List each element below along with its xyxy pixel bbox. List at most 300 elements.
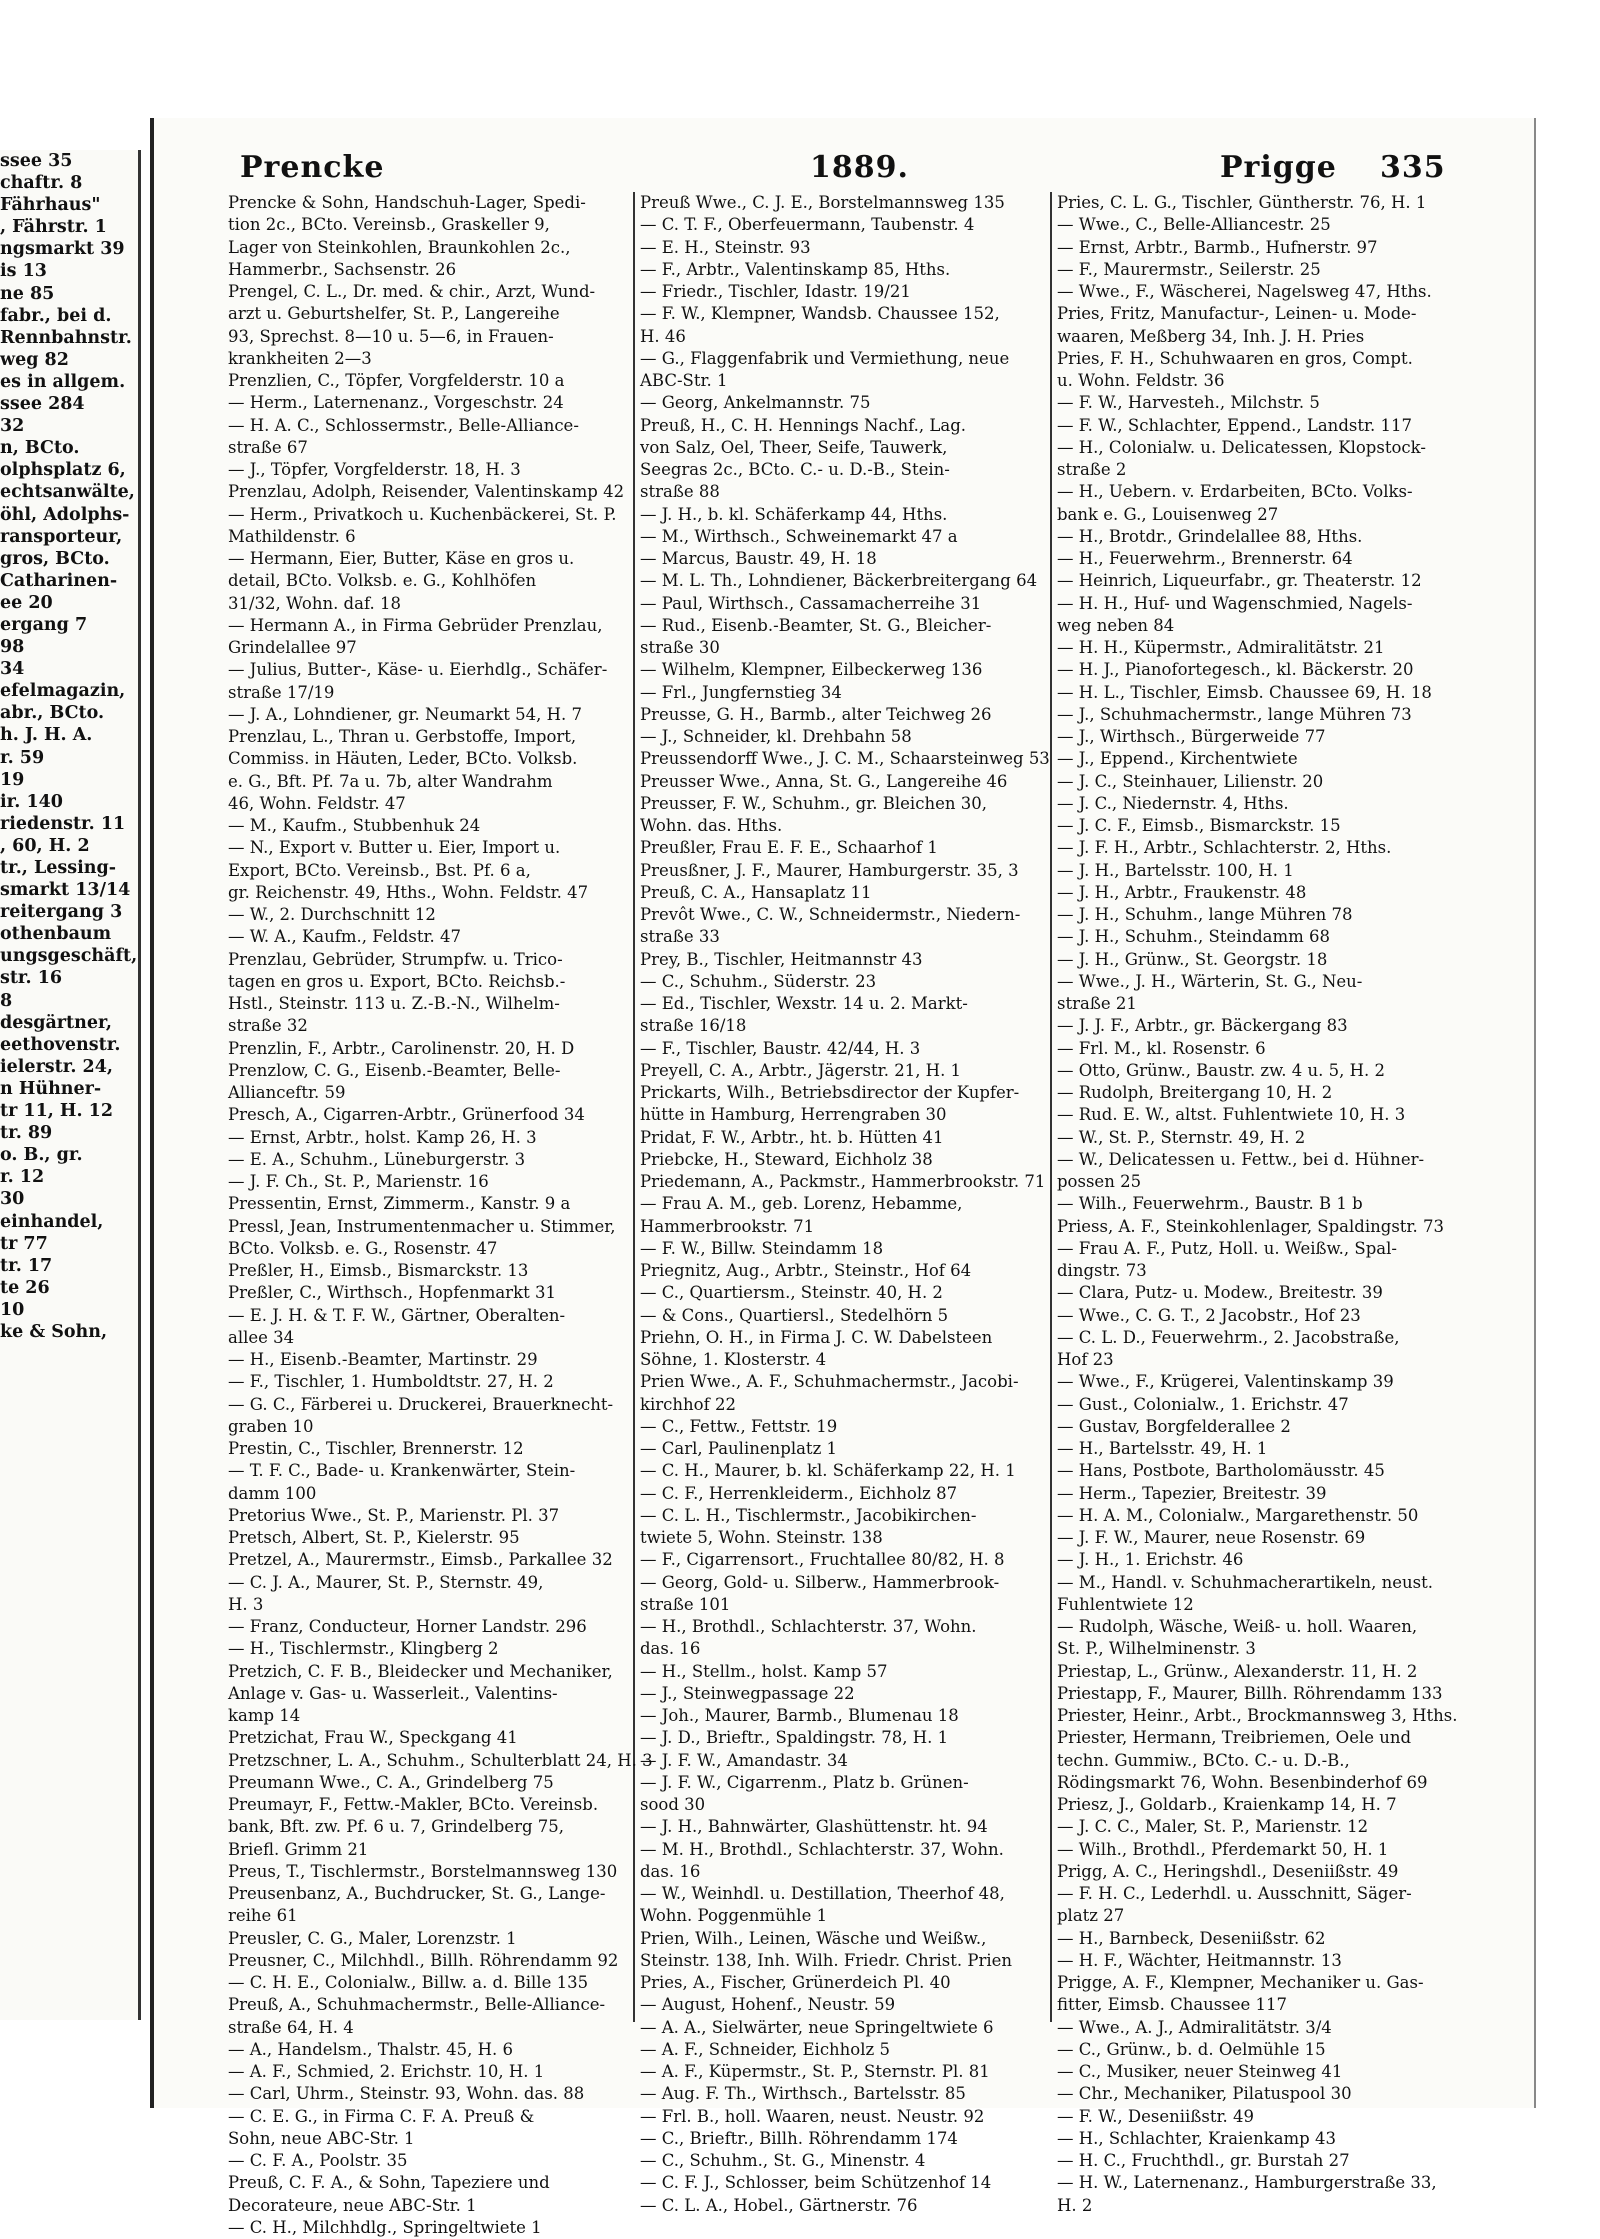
directory-entry-line: bank, Bft. zw. Pf. 6 u. 7, Grindelberg 75, xyxy=(228,1817,565,1837)
directory-entry-line: damm 100 xyxy=(228,1483,317,1503)
directory-entry-line: — A. A., Sielwärter, neue Springeltwiete 6 xyxy=(640,2017,994,2037)
directory-entry-line: — Gust., Colonialw., 1. Erichstr. 47 xyxy=(1057,1394,1349,1414)
directory-entry-line: Hammerbr., Sachsenstr. 26 xyxy=(228,259,457,279)
directory-entry-line: — Wwe., J. H., Wärterin, St. G., Neu- xyxy=(1057,971,1363,991)
header-year: 1889. xyxy=(810,150,909,185)
directory-entry-line: — E. J. H. & T. F. W., Gärtner, Oberalten- xyxy=(228,1305,566,1325)
directory-entry-line: — J. C., Steinhauer, Lilienstr. 20 xyxy=(1057,771,1324,791)
margin-text-fragment: chaftr. 8 xyxy=(0,173,83,194)
directory-entry-line: 31/32, Wohn. daf. 18 xyxy=(228,593,401,613)
directory-entry-line: — F., Tischler, Baustr. 42/44, H. 3 xyxy=(640,1038,921,1058)
margin-text-fragment: othenbaum xyxy=(0,924,112,945)
margin-text-fragment: olphsplatz 6, xyxy=(0,460,126,481)
directory-entry-line: — C., Grünw., b. d. Oelmühle 15 xyxy=(1057,2039,1326,2059)
directory-entry-line: — Hermann, Eier, Butter, Käse en gros u. xyxy=(228,549,575,568)
directory-entry-line: — C. L. D., Feuerwehrm., 2. Jacobstraße, xyxy=(1057,1327,1400,1347)
margin-text-fragment: ransporteur, xyxy=(0,526,123,547)
directory-entry-line: Preussendorff Wwe., J. C. M., Schaarsteinweg 53 xyxy=(640,749,1050,769)
directory-entry-line: Preuß, C. F. A., & Sohn, Tapeziere und xyxy=(228,2173,550,2193)
directory-entry-line: — W., Weinhdl. u. Destillation, Theerhof 48, xyxy=(640,1884,1005,1903)
directory-entry-line: — Wwe., A. J., Admiralitätstr. 3/4 xyxy=(1057,2017,1332,2037)
directory-entry-line: — C., Quartiersm., Steinstr. 40, H. 2 xyxy=(640,1283,943,1303)
directory-entry-line: Priegnitz, Aug., Arbtr., Steinstr., Hof 64 xyxy=(640,1261,972,1280)
directory-entry-line: — F., Arbtr., Valentinskamp 85, Hths. xyxy=(640,259,951,279)
directory-entry-line: — F. W., Schlachter, Eppend., Landstr. 117 xyxy=(1057,415,1413,435)
directory-entry-line: 46, Wohn. Feldstr. 47 xyxy=(228,793,406,813)
directory-entry-line: Preumann Wwe., C. A., Grindelberg 75 xyxy=(228,1772,554,1792)
directory-entry-line: — H. W., Laternenanz., Hamburgerstraße 33, xyxy=(1057,2173,1437,2193)
directory-entry-line: Hof 23 xyxy=(1057,1350,1114,1369)
directory-entry-line: — J. F. W., Maurer, neue Rosenstr. 69 xyxy=(1057,1528,1366,1547)
directory-entry-line: krankheiten 2—3 xyxy=(228,348,372,368)
directory-entry-line: — Joh., Maurer, Barmb., Blumenau 18 xyxy=(640,1706,959,1725)
directory-entry-line: — J. J. F., Arbtr., gr. Bäckergang 83 xyxy=(1057,1016,1348,1036)
margin-text-fragment: Catharinen- xyxy=(0,570,118,591)
directory-entry-line: — J. C. F., Eimsb., Bismarckstr. 15 xyxy=(1057,816,1341,835)
directory-entry-line: Export, BCto. Vereinsb., Bst. Pf. 6 a, xyxy=(228,860,531,880)
directory-entry-line: — F., Tischler, 1. Humboldtstr. 27, H. 2 xyxy=(228,1372,554,1392)
directory-entry-line: straße 101 xyxy=(640,1594,731,1614)
directory-entry-line: sood 30 xyxy=(640,1795,706,1814)
directory-entry-line: straße 64, H. 4 xyxy=(228,2017,354,2037)
directory-entry-line: Prenzlau, Adolph, Reisender, Valentinskamp 42 xyxy=(228,482,625,502)
header-left-catchword: Prencke xyxy=(240,150,385,185)
directory-entry-line: Preuß, C. A., Hansaplatz 11 xyxy=(640,882,872,902)
directory-entry-line: Preßler, H., Eimsb., Bismarckstr. 13 xyxy=(228,1261,529,1280)
directory-entry-line: Preus, T., Tischlermstr., Borstelmannsweg 130 xyxy=(228,1861,618,1881)
directory-entry-line: Pretzel, A., Maurermstr., Eimsb., Parkallee 32 xyxy=(228,1550,613,1570)
directory-entry-line: — C. F. A., Poolstr. 35 xyxy=(228,2151,408,2170)
directory-entry-line: — J. H., Arbtr., Fraukenstr. 48 xyxy=(1057,882,1307,902)
directory-entry-line: dingstr. 73 xyxy=(1057,1261,1147,1280)
directory-entry-line: — C., Brieftr., Billh. Röhrendamm 174 xyxy=(640,2128,958,2148)
directory-entry-line: das. 16 xyxy=(640,1639,701,1659)
directory-entry-line: Prencke & Sohn, Handschuh-Lager, Spedi- xyxy=(228,193,586,212)
directory-entry-line: — J. F. Ch., St. P., Marienstr. 16 xyxy=(228,1172,489,1191)
directory-entry-line: — M. L. Th., Lohndiener, Bäckerbreitergang 64 xyxy=(640,571,1038,591)
directory-entry-line: — August, Hohenf., Neustr. 59 xyxy=(640,1995,896,2015)
directory-entry-line: — J. A., Lohndiener, gr. Neumarkt 54, H. 7 xyxy=(228,704,582,724)
directory-entry-line: straße 30 xyxy=(640,638,720,657)
directory-entry-line: BCto. Volksb. e. G., Rosenstr. 47 xyxy=(228,1238,498,1258)
margin-text-fragment: weg 82 xyxy=(0,349,69,370)
directory-entry-line: — Carl, Uhrm., Steinstr. 93, Wohn. das. 88 xyxy=(228,2084,585,2104)
directory-entry-line: Grindelallee 97 xyxy=(228,638,357,657)
directory-entry-line: — H., Bartelsstr. 49, H. 1 xyxy=(1057,1439,1268,1458)
directory-entry-line: — Wwe., C. G. T., 2 Jacobstr., Hof 23 xyxy=(1057,1305,1361,1325)
directory-entry-line: Briefl. Grimm 21 xyxy=(228,1839,369,1859)
directory-entry-line: — F. W., Deseniißstr. 49 xyxy=(1057,2106,1255,2126)
directory-entry-line: Prien, Wilh., Leinen, Wäsche und Weißw., xyxy=(640,1928,987,1948)
margin-text-fragment: ngsmarkt 39 xyxy=(0,239,125,260)
directory-entry-line: — F. W., Klempner, Wandsb. Chaussee 152, xyxy=(640,304,1000,324)
directory-entry-line: — Rud., Eisenb.-Beamter, St. G., Bleicher- xyxy=(640,615,992,635)
directory-entry-line: — H. H., Küpermstr., Admiralitätstr. 21 xyxy=(1057,638,1385,657)
directory-entry-line: bank e. G., Louisenweg 27 xyxy=(1057,504,1279,524)
directory-entry-line: — Frl. M., kl. Rosenstr. 6 xyxy=(1057,1038,1266,1058)
directory-entry-line: — E. H., Steinstr. 93 xyxy=(640,237,811,257)
directory-entry-line: — H. A. C., Schlossermstr., Belle-Alliance- xyxy=(228,415,579,435)
margin-text-fragment: Fährhaus" xyxy=(0,195,101,216)
directory-entry-line: — Clara, Putz- u. Modew., Breitestr. 39 xyxy=(1057,1283,1383,1303)
directory-entry-line: — Georg, Ankelmannstr. 75 xyxy=(640,393,871,413)
directory-entry-line: straße 33 xyxy=(640,927,720,947)
directory-entry-line: tagen en gros u. Export, BCto. Reichsb.- xyxy=(228,971,566,991)
directory-entry-line: u. Wohn. Feldstr. 36 xyxy=(1057,371,1225,390)
margin-text-fragment: ssee 284 xyxy=(0,394,85,415)
directory-entry-line: — H. L., Tischler, Eimsb. Chaussee 69, H. 18 xyxy=(1057,682,1432,702)
directory-entry-line: fitter, Eimsb. Chaussee 117 xyxy=(1057,1995,1288,2015)
margin-text-fragment: riedenstr. 11 xyxy=(0,813,126,834)
directory-entry-line: possen 25 xyxy=(1057,1172,1142,1191)
directory-entry-line: Pries, A., Fischer, Grünerdeich Pl. 40 xyxy=(640,1973,951,1992)
directory-entry-line: — J. F. H., Arbtr., Schlachterstr. 2, Hths. xyxy=(1057,838,1392,858)
directory-entry-line: — J. H., 1. Erichstr. 46 xyxy=(1057,1550,1244,1570)
directory-entry-line: — Marcus, Baustr. 49, H. 18 xyxy=(640,549,877,568)
directory-entry-line: Steinstr. 138, Inh. Wilh. Friedr. Christ. Prien xyxy=(640,1950,1013,1970)
directory-entry-line: Preuß, A., Schuhmachermstr., Belle-Alliance- xyxy=(228,1995,606,2015)
directory-entry-line: Commiss. in Häuten, Leder, BCto. Volksb. xyxy=(228,749,578,769)
directory-entry-line: — Frl., Jungfernstieg 34 xyxy=(640,682,842,702)
directory-entry-line: Preusser Wwe., Anna, St. G., Langereihe 46 xyxy=(640,771,1008,791)
margin-text-fragment: 30 xyxy=(0,1189,25,1210)
directory-entry-line: — W., Delicatessen u. Fettw., bei d. Hühner- xyxy=(1057,1149,1425,1169)
directory-entry-line: — H., Uebern. v. Erdarbeiten, BCto. Volks- xyxy=(1057,482,1413,502)
directory-entry-line: straße 67 xyxy=(228,437,308,457)
directory-entry-line: — Wilh., Brothdl., Pferdemarkt 50, H. 1 xyxy=(1057,1839,1389,1859)
directory-entry-line: — Hans, Postbote, Bartholomäusstr. 45 xyxy=(1057,1461,1385,1481)
margin-text-fragment: n, BCto. xyxy=(0,438,80,459)
margin-text-fragment: r. 12 xyxy=(0,1167,45,1188)
margin-text-fragment: 8 xyxy=(0,990,13,1011)
directory-entry-line: — C., Schuhm., St. G., Minenstr. 4 xyxy=(640,2151,926,2170)
directory-entry-line: — C., Schuhm., Süderstr. 23 xyxy=(640,971,877,991)
directory-entry-line: — J. C. C., Maler, St. P., Marienstr. 12 xyxy=(1057,1817,1369,1837)
directory-entry-line: Priester, Hermann, Treibriemen, Oele und xyxy=(1057,1728,1412,1748)
directory-entry-line: — Aug. F. Th., Wirthsch., Bartelsstr. 85 xyxy=(640,2084,966,2104)
directory-entry-line: Prenzlow, C. G., Eisenb.-Beamter, Belle- xyxy=(228,1060,561,1080)
directory-entry-line: Preusse, G. H., Barmb., alter Teichweg 26 xyxy=(640,704,992,724)
directory-entry-line: — Wwe., C., Belle-Alliancestr. 25 xyxy=(1057,215,1331,235)
directory-entry-line: Preußler, Frau E. F. E., Schaarhof 1 xyxy=(640,838,938,858)
directory-entry-line: — C. H., Maurer, b. kl. Schäferkamp 22, H. 1 xyxy=(640,1461,1016,1481)
directory-entry-line: — H., Schlachter, Kraienkamp 43 xyxy=(1057,2128,1336,2148)
directory-entry-line: Prenzlien, C., Töpfer, Vorgfelderstr. 10 a xyxy=(228,371,565,390)
margin-text-fragment: 19 xyxy=(0,769,25,790)
margin-text-fragment: ssee 35 xyxy=(0,151,73,171)
directory-entry-line: — Rudolph, Breitergang 10, H. 2 xyxy=(1057,1083,1333,1102)
margin-text-fragment: smarkt 13/14 xyxy=(0,880,131,901)
directory-entry-line: — H. J., Pianofortegesch., kl. Bäckerstr. 20 xyxy=(1057,660,1414,680)
directory-entry-line: Prey, B., Tischler, Heitmannstr 43 xyxy=(640,949,923,969)
directory-entry-line: — F. W., Harvesteh., Milchstr. 5 xyxy=(1057,393,1320,413)
directory-entry-line: — Hermann A., in Firma Gebrüder Prenzlau, xyxy=(228,615,603,635)
directory-entry-line: Prien Wwe., A. F., Schuhmachermstr., Jacobi- xyxy=(640,1372,1019,1392)
directory-entry-line: — C. L. H., Tischlermstr., Jacobikirchen- xyxy=(640,1505,977,1525)
directory-entry-line: — C., Musiker, neuer Steinweg 41 xyxy=(1057,2062,1343,2081)
directory-entry-line: — C. J. A., Maurer, St. P., Sternstr. 49, xyxy=(228,1572,544,1592)
margin-text-fragment: 32 xyxy=(0,416,25,437)
directory-entry-line: Anlage v. Gas- u. Wasserleit., Valentins- xyxy=(228,1683,558,1703)
directory-entry-line: — A., Handelsm., Thalstr. 45, H. 6 xyxy=(228,2039,513,2059)
directory-entry-line: kirchhof 22 xyxy=(640,1394,736,1414)
directory-entry-line: — Rudolph, Wäsche, Weiß- u. holl. Waaren, xyxy=(1057,1617,1418,1636)
margin-text-fragment: tr. 89 xyxy=(0,1123,53,1144)
margin-text-fragment: is 13 xyxy=(0,261,47,282)
directory-entry-line: — J. H., Bahnwärter, Glashüttenstr. ht. 94 xyxy=(640,1817,988,1837)
directory-entry-line: — F., Cigarrensort., Fruchtallee 80/82, H. 8 xyxy=(640,1550,1005,1570)
directory-entry-line: von Salz, Oel, Theer, Seife, Tauwerk, xyxy=(640,437,948,457)
directory-entry-line: arzt u. Geburtshelfer, St. P., Langereihe xyxy=(228,304,560,324)
directory-entry-line: — Julius, Butter-, Käse- u. Eierhdlg., Schäfer- xyxy=(228,660,608,680)
margin-text-fragment: ungsgeschäft, xyxy=(0,946,138,967)
margin-text-fragment: fabr., bei d. xyxy=(0,305,112,326)
margin-text-fragment: tr., Lessing- xyxy=(0,858,116,878)
directory-entry-line: St. P., Wilhelminenstr. 3 xyxy=(1057,1639,1256,1659)
directory-entry-line: — G. C., Färberei u. Druckerei, Brauerknecht- xyxy=(228,1394,614,1414)
directory-entry-line: — Gustav, Borgfelderallee 2 xyxy=(1057,1416,1291,1436)
directory-entry-line: — M., Wirthsch., Schweinemarkt 47 a xyxy=(640,526,958,546)
directory-entry-line: weg neben 84 xyxy=(1057,615,1175,635)
directory-entry-line: Prevôt Wwe., C. W., Schneidermstr., Niedern- xyxy=(640,905,1021,924)
directory-entry-line: — Herm., Tapezier, Breitestr. 39 xyxy=(1057,1483,1327,1503)
directory-entry-line: Prickarts, Wilh., Betriebsdirector der Kupfer- xyxy=(640,1083,1020,1102)
margin-text-fragment: eethovenstr. xyxy=(0,1034,121,1055)
margin-text-fragment: n Hühner- xyxy=(0,1078,102,1099)
directory-entry-line: twiete 5, Wohn. Steinstr. 138 xyxy=(640,1528,883,1547)
directory-entry-line: — J., Schneider, kl. Drehbahn 58 xyxy=(640,727,912,746)
directory-entry-line: Söhne, 1. Klosterstr. 4 xyxy=(640,1350,827,1369)
directory-entry-line: — J. H., Grünw., St. Georgstr. 18 xyxy=(1057,949,1328,969)
directory-entry-line: — Franz, Conducteur, Horner Landstr. 296 xyxy=(228,1617,587,1636)
page-header xyxy=(220,150,1470,190)
directory-entry-line: Pretzichat, Frau W., Speckgang 41 xyxy=(228,1728,518,1748)
directory-entry-line: allee 34 xyxy=(228,1327,295,1347)
directory-entry-line: — C. F. J., Schlosser, beim Schützenhof 14 xyxy=(640,2173,992,2193)
directory-entry-line: — H., Brothdl., Schlachterstr. 37, Wohn. xyxy=(640,1617,977,1636)
directory-entry-line: — Herm., Laternenanz., Vorgeschstr. 24 xyxy=(228,393,564,413)
directory-entry-line: — J., Steinwegpassage 22 xyxy=(640,1683,855,1703)
directory-entry-line: Priess, A. F., Steinkohlenlager, Spaldingstr. 73 xyxy=(1057,1216,1444,1236)
directory-entry-line: — J. C., Niedernstr. 4, Hths. xyxy=(1057,793,1289,813)
directory-entry-line: — Wwe., F., Krügerei, Valentinskamp 39 xyxy=(1057,1372,1394,1392)
directory-entry-line: Priedemann, A., Packmstr., Hammerbrookstr. 71 xyxy=(640,1172,1046,1191)
margin-text-fragment: te 26 xyxy=(0,1277,50,1298)
directory-entry-line: — C. F., Herrenkleiderm., Eichholz 87 xyxy=(640,1483,958,1503)
directory-entry-line: detail, BCto. Volksb. e. G., Kohlhöfen xyxy=(228,571,537,591)
directory-entry-line: straße 16/18 xyxy=(640,1016,747,1036)
directory-entry-line: Allianceftr. 59 xyxy=(228,1083,346,1102)
directory-entry-line: — Ernst, Arbtr., holst. Kamp 26, H. 3 xyxy=(228,1127,537,1147)
directory-entry-line: — J. F. W., Cigarrenm., Platz b. Grünen- xyxy=(640,1772,969,1792)
margin-text-fragment: 34 xyxy=(0,659,25,680)
margin-text-fragment: abr., BCto. xyxy=(0,703,105,724)
margin-text-fragment: ielerstr. 24, xyxy=(0,1056,113,1077)
directory-entry-line: Priesz, J., Goldarb., Kraienkamp 14, H. 7 xyxy=(1057,1795,1397,1814)
directory-entry-line: Hammerbrookstr. 71 xyxy=(640,1216,815,1236)
directory-entry-line: techn. Gummiw., BCto. C.- u. D.-B., xyxy=(1057,1750,1350,1770)
directory-entry-line: — Otto, Grünw., Baustr. zw. 4 u. 5, H. 2 xyxy=(1057,1060,1386,1080)
margin-text-fragment: str. 16 xyxy=(0,968,63,989)
directory-entry-line: — J., Eppend., Kirchentwiete xyxy=(1057,749,1298,769)
directory-entry-line: 93, Sprechst. 8—10 u. 5—6, in Frauen- xyxy=(228,326,554,346)
directory-entry-line: — J., Schuhmachermstr., lange Mühren 73 xyxy=(1057,704,1412,724)
directory-entry-line: Mathildenstr. 6 xyxy=(228,526,356,546)
margin-text-fragment: r. 59 xyxy=(0,747,45,768)
directory-entry-line: Prenzlau, Gebrüder, Strumpfw. u. Trico- xyxy=(228,949,563,969)
directory-entry-line: — H., Tischlermstr., Klingberg 2 xyxy=(228,1639,499,1659)
directory-entry-line: hütte in Hamburg, Herrengraben 30 xyxy=(640,1105,947,1125)
margin-text-fragment: ir. 140 xyxy=(0,791,63,812)
directory-entry-line: — A. F., Schneider, Eichholz 5 xyxy=(640,2039,890,2059)
directory-entry-line: — J. F. W., Amandastr. 34 xyxy=(640,1750,848,1770)
directory-column-1 xyxy=(228,192,653,2237)
margin-text-fragment: tr 11, H. 12 xyxy=(0,1101,114,1122)
header-right-catchword: Prigge xyxy=(1220,150,1337,185)
directory-entry-line: — Frau A. M., geb. Lorenz, Hebamme, xyxy=(640,1194,963,1214)
margin-text-fragment: , 60, H. 2 xyxy=(0,835,90,856)
directory-entry-line: e. G., Bft. Pf. 7a u. 7b, alter Wandrahm xyxy=(228,771,553,791)
directory-entry-line: Sohn, neue ABC-Str. 1 xyxy=(228,2128,415,2148)
directory-entry-line: — W., 2. Durchschnitt 12 xyxy=(228,905,436,924)
directory-entry-line: Preusler, C. G., Maler, Lorenzstr. 1 xyxy=(228,1928,517,1948)
directory-entry-line: — C. E. G., in Firma C. F. A. Preuß & xyxy=(228,2106,535,2126)
directory-entry-line: reihe 61 xyxy=(228,1906,298,1926)
directory-entry-line: Preumayr, F., Fettw.-Makler, BCto. Vereinsb. xyxy=(228,1795,599,1814)
directory-entry-line: — Wilhelm, Klempner, Eilbeckerweg 136 xyxy=(640,660,983,680)
directory-entry-line: — Friedr., Tischler, Idastr. 19/21 xyxy=(640,282,911,301)
directory-entry-line: Pretsch, Albert, St. P., Kielerstr. 95 xyxy=(228,1528,520,1547)
directory-entry-line: platz 27 xyxy=(1057,1906,1125,1926)
directory-entry-line: — M., Kaufm., Stubbenhuk 24 xyxy=(228,816,481,835)
directory-entry-line: — Chr., Mechaniker, Pilatuspool 30 xyxy=(1057,2084,1352,2104)
directory-entry-line: — Ernst, Arbtr., Barmb., Hufnerstr. 97 xyxy=(1057,237,1378,257)
directory-entry-line: — Ed., Tischler, Wexstr. 14 u. 2. Markt- xyxy=(640,994,968,1013)
margin-text-fragment: 10 xyxy=(0,1299,25,1320)
directory-entry-line: Pries, F. H., Schuhwaaren en gros, Compt. xyxy=(1057,348,1413,368)
directory-entry-line: das. 16 xyxy=(640,1861,701,1881)
directory-entry-line: — Georg, Gold- u. Silberw., Hammerbrook- xyxy=(640,1572,1000,1592)
directory-entry-line: Pretorius Wwe., St. P., Marienstr. Pl. 37 xyxy=(228,1505,560,1525)
margin-text-fragment: ergang 7 xyxy=(0,614,88,635)
directory-entry-line: — T. F. C., Bade- u. Krankenwärter, Stein- xyxy=(228,1461,576,1481)
directory-entry-line: Preyell, C. A., Arbtr., Jägerstr. 21, H. 1 xyxy=(640,1060,962,1080)
directory-entry-line: — A. F., Schmied, 2. Erichstr. 10, H. 1 xyxy=(228,2062,545,2081)
directory-entry-line: straße 17/19 xyxy=(228,682,335,702)
directory-entry-line: — Carl, Paulinenplatz 1 xyxy=(640,1439,838,1458)
directory-entry-line: Pressentin, Ernst, Zimmerm., Kanstr. 9 a xyxy=(228,1194,571,1214)
directory-entry-line: Preusser, F. W., Schuhm., gr. Bleichen 30, xyxy=(640,793,987,813)
directory-entry-line: Hstl., Steinstr. 113 u. Z.-B.-N., Wilhelm- xyxy=(228,994,560,1013)
directory-entry-line: ABC-Str. 1 xyxy=(640,371,728,390)
directory-entry-line: — F. H. C., Lederhdl. u. Ausschnitt, Säger- xyxy=(1057,1884,1412,1903)
directory-entry-line: Wohn. Poggenmühle 1 xyxy=(640,1906,828,1926)
directory-entry-line: straße 2 xyxy=(1057,460,1127,479)
margin-text-fragment: ne 85 xyxy=(0,283,55,304)
margin-text-fragment: echtsanwälte, xyxy=(0,482,135,503)
directory-entry-line: Priestapp, F., Maurer, Billh. Röhrendamm 133 xyxy=(1057,1683,1443,1703)
directory-entry-line: — W. A., Kaufm., Feldstr. 47 xyxy=(228,927,462,947)
directory-entry-line: — J., Wirthsch., Bürgerweide 77 xyxy=(1057,727,1326,746)
directory-entry-line: Preusenbanz, A., Buchdrucker, St. G., Lange- xyxy=(228,1884,606,1903)
page-number: 335 xyxy=(1380,150,1446,185)
directory-entry-line: — J. D., Brieftr., Spaldingstr. 78, H. 1 xyxy=(640,1728,949,1748)
directory-entry-line: — C. L. A., Hobel., Gärtnerstr. 76 xyxy=(640,2195,918,2215)
margin-text-fragment: es in allgem. xyxy=(0,371,126,392)
directory-entry-line: Prestin, C., Tischler, Brennerstr. 12 xyxy=(228,1439,524,1458)
directory-entry-line: — Wilh., Feuerwehrm., Baustr. B 1 b xyxy=(1057,1194,1363,1214)
margin-text-fragment: desgärtner, xyxy=(0,1012,112,1033)
directory-entry-line: Preuß Wwe., C. J. E., Borstelmannsweg 135 xyxy=(640,193,1005,212)
directory-entry-line: — H., Eisenb.-Beamter, Martinstr. 29 xyxy=(228,1350,538,1369)
directory-entry-line: — J. H., Schuhm., lange Mühren 78 xyxy=(1057,905,1353,924)
directory-entry-line: — Paul, Wirthsch., Cassamacherreihe 31 xyxy=(640,593,982,613)
directory-entry-line: H. 46 xyxy=(640,326,686,346)
directory-column-3 xyxy=(1057,192,1472,2215)
directory-entry-line: — H., Colonialw. u. Delicatessen, Klopstock- xyxy=(1057,437,1426,457)
directory-entry-line: waaren, Meßberg 34, Inh. J. H. Pries xyxy=(1057,326,1365,346)
margin-text-fragment: reitergang 3 xyxy=(0,902,123,923)
directory-entry-line: Prengel, C. L., Dr. med. & chir., Arzt, Wund- xyxy=(228,282,596,301)
directory-entry-line: Presch, A., Cigarren-Arbtr., Grünerfood 34 xyxy=(228,1105,585,1125)
directory-entry-line: Preusßner, J. F., Maurer, Hamburgerstr. 35, 3 xyxy=(640,860,1019,880)
directory-entry-line: Priebcke, H., Steward, Eichholz 38 xyxy=(640,1149,933,1169)
directory-entry-line: Priehn, O. H., in Firma J. C. W. Dabelsteen xyxy=(640,1327,993,1347)
directory-entry-line: Wohn. das. Hths. xyxy=(640,816,783,835)
directory-entry-line: — E. A., Schuhm., Lüneburgerstr. 3 xyxy=(228,1149,526,1169)
directory-entry-line: — H. A. M., Colonialw., Margarethenstr. 50 xyxy=(1057,1505,1419,1525)
directory-entry-line: — J. H., Schuhm., Steindamm 68 xyxy=(1057,927,1331,947)
directory-entry-line: — & Cons., Quartiersl., Stedelhörn 5 xyxy=(640,1305,949,1325)
directory-entry-line: Priestap, L., Grünw., Alexanderstr. 11, H. 2 xyxy=(1057,1661,1418,1681)
directory-entry-line: Decorateure, neue ABC-Str. 1 xyxy=(228,2195,477,2215)
directory-entry-line: — J. H., b. kl. Schäferkamp 44, Hths. xyxy=(640,504,948,524)
directory-entry-line: — C. H. E., Colonialw., Billw. a. d. Bille 135 xyxy=(228,1973,589,1992)
directory-entry-line: tion 2c., BCto. Vereinsb., Graskeller 9, xyxy=(228,215,550,235)
directory-entry-line: gr. Reichenstr. 49, Hths., Wohn. Feldstr. 47 xyxy=(228,882,589,902)
directory-entry-line: — J., Töpfer, Vorgfelderstr. 18, H. 3 xyxy=(228,460,521,479)
directory-entry-line: — H., Stellm., holst. Kamp 57 xyxy=(640,1661,888,1681)
margin-text-fragment: efelmagazin, xyxy=(0,681,126,702)
directory-entry-line: Pretzschner, L. A., Schuhm., Schulterblatt 24, H. 3 xyxy=(228,1750,653,1770)
directory-entry-line: — J. H., Bartelsstr. 100, H. 1 xyxy=(1057,860,1294,880)
margin-text-fragment: , Fährstr. 1 xyxy=(0,217,107,238)
directory-entry-line: straße 21 xyxy=(1057,994,1137,1013)
directory-entry-line: — G., Flaggenfabrik und Vermiethung, neue xyxy=(640,348,1010,368)
margin-text-fragment: einhandel, xyxy=(0,1211,104,1232)
directory-entry-line: graben 10 xyxy=(228,1416,314,1436)
margin-text-fragment: h. J. H. A. xyxy=(0,725,93,746)
directory-entry-line: H. 2 xyxy=(1057,2195,1093,2215)
directory-entry-line: Seegras 2c., BCto. C.- u. D.-B., Stein- xyxy=(640,460,950,479)
directory-entry-line: — N., Export v. Butter u. Eier, Import u. xyxy=(228,838,561,858)
directory-entry-line: Prenzlin, F., Arbtr., Carolinenstr. 20, H. D xyxy=(228,1038,575,1058)
directory-entry-line: — Heinrich, Liqueurfabr., gr. Theaterstr. 12 xyxy=(1057,571,1422,591)
directory-entry-line: Prigge, A. F., Klempner, Mechaniker u. Gas- xyxy=(1057,1973,1424,1992)
directory-entry-line: — H. C., Fruchthdl., gr. Burstah 27 xyxy=(1057,2151,1350,2170)
margin-text-fragment: ee 20 xyxy=(0,592,53,613)
directory-entry-line: Prigg, A. C., Heringshdl., Deseniißstr. 49 xyxy=(1057,1861,1399,1881)
directory-column-2 xyxy=(640,192,1060,2215)
directory-entry-line: — H., Barnbeck, Deseniißstr. 62 xyxy=(1057,1928,1326,1948)
margin-text-fragment: o. B., gr. xyxy=(0,1145,83,1166)
directory-entry-line: Prenzlau, L., Thran u. Gerbstoffe, Import, xyxy=(228,727,577,746)
directory-entry-line: — W., St. P., Sternstr. 49, H. 2 xyxy=(1057,1127,1306,1147)
directory-entry-line: Lager von Steinkohlen, Braunkohlen 2c., xyxy=(228,237,571,257)
directory-entry-line: — C., Fettw., Fettstr. 19 xyxy=(640,1416,838,1436)
margin-text-fragment: tr 77 xyxy=(0,1233,48,1254)
directory-entry-line: kamp 14 xyxy=(228,1706,301,1725)
